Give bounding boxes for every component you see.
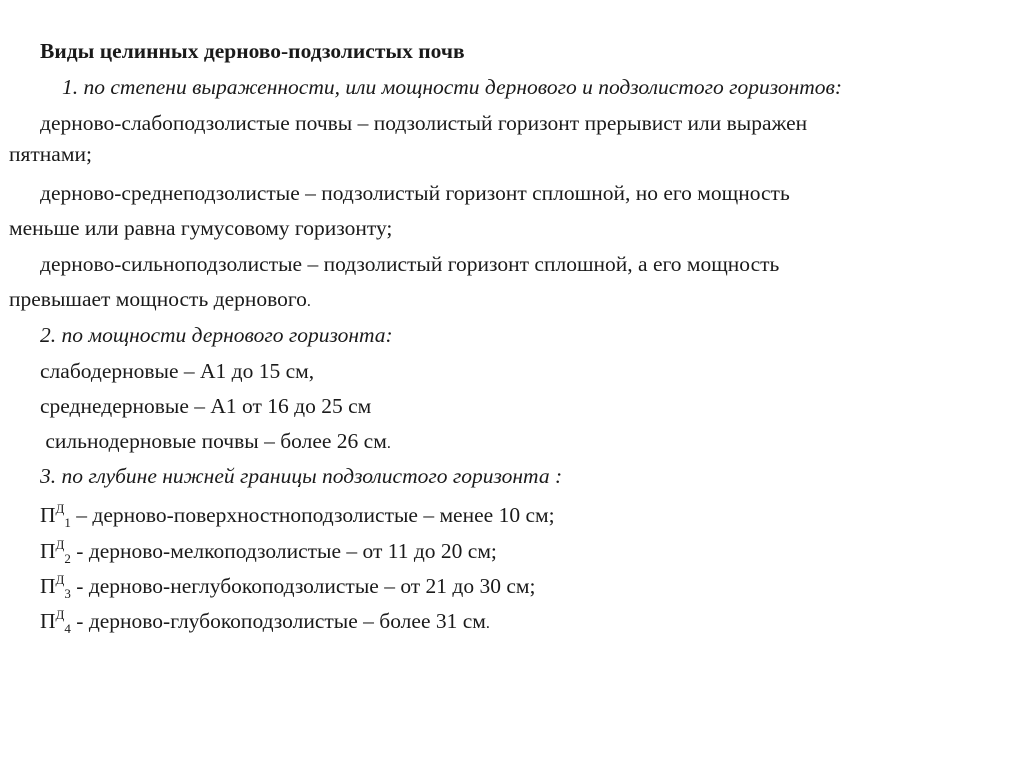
section1-item3-line1: дерново-сильноподзолистые – подзолистый горизонт сплошной, а его мощность	[40, 252, 780, 276]
section3-item1	[40, 502, 555, 531]
soil-symbol: П	[40, 539, 56, 563]
section1-item1-line1: дерново-слабоподзолистые почвы – подзолистый горизонт прерывист или выражен	[40, 111, 808, 135]
section1-item3-line2-text: превышает мощность дернового	[9, 287, 307, 311]
section3-item3	[40, 573, 536, 602]
section2-item1: слабодерновые – А1 до 15 см,	[40, 359, 315, 383]
section3-item2	[40, 538, 497, 567]
soil-symbol: П	[40, 574, 56, 598]
section2-heading: 2. по мощности дернового горизонта:	[40, 323, 393, 347]
section1-item3-line2	[9, 286, 311, 315]
section1-item1-line2: пятнами;	[9, 142, 92, 166]
section2-item3-text: сильнодерновые почвы – более 26 см	[40, 429, 387, 453]
section2-item3	[40, 428, 391, 457]
section3-item4	[40, 608, 490, 637]
section2-item3-end: .	[386, 435, 391, 452]
soil-symbol-subscript: 3	[64, 586, 71, 601]
section1-heading: 1. по степени выраженности, или мощности дернового и подзолистого горизонтов:	[62, 75, 843, 99]
soil-symbol-subscript: 2	[64, 551, 71, 566]
section1-item3-end: .	[306, 293, 311, 310]
soil-symbol-superscript: Д	[55, 537, 65, 552]
soil-symbol-superscript: Д	[55, 607, 65, 622]
soil-description-end: .	[485, 615, 490, 632]
soil-symbol: П	[40, 609, 56, 633]
section1-item2-line2: меньше или равна гумусовому горизонту;	[9, 216, 393, 240]
section2-item2: среднедерновые – А1 от 16 до 25 см	[40, 394, 372, 418]
document-title: Виды целинных дерново-подзолистых почв	[40, 39, 465, 63]
soil-symbol-subscript: 4	[64, 621, 71, 636]
soil-symbol-superscript: Д	[55, 572, 65, 587]
soil-description: - дерново-мелкоподзолистые – от 11 до 20 см;	[70, 539, 497, 563]
soil-description: – дерново-поверхностноподзолистые – менее 10 см;	[70, 503, 555, 527]
soil-symbol-subscript: 1	[64, 515, 71, 530]
soil-description: - дерново-глубокоподзолистые – более 31 см	[70, 609, 486, 633]
soil-symbol-superscript: Д	[55, 501, 65, 516]
section3-heading: 3. по глубине нижней границы подзолистого горизонта :	[40, 464, 563, 488]
soil-description: - дерново-неглубокоподзолистые – от 21 до 30 см;	[70, 574, 536, 598]
section1-item2-line1: дерново-среднеподзолистые – подзолистый горизонт сплошной, но его мощность	[40, 181, 790, 205]
soil-symbol: П	[40, 503, 56, 527]
